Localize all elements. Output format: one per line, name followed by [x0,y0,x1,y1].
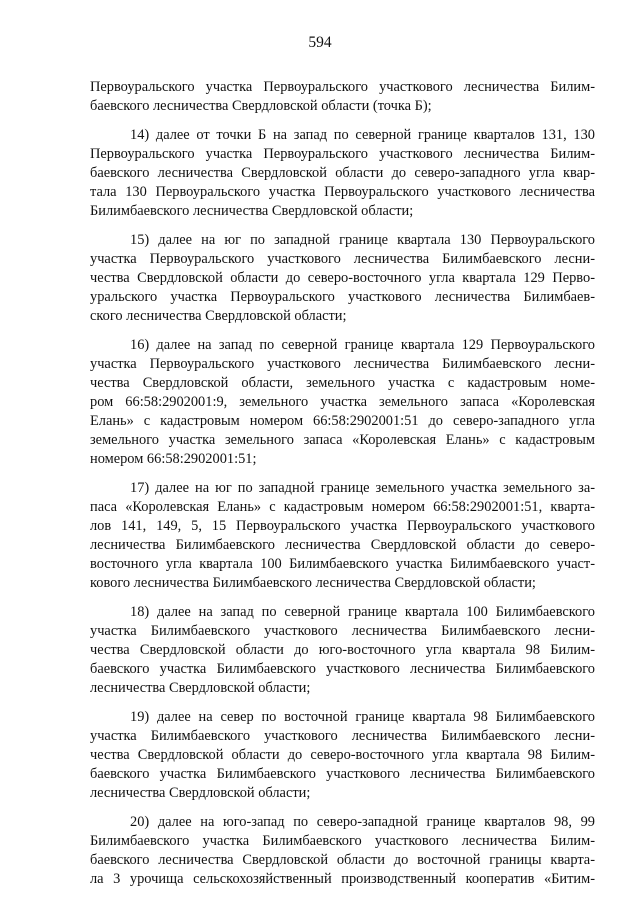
text-line: участка Билимбаевского участкового лесничества Билимбаевского лесни- [90,623,595,639]
text-line: 19) далее на север по восточной границе квартала 98 Билимбаевского [130,709,595,725]
paragraph-14 [90,126,595,221]
text-line: лесничества Билимбаевского лесничества Свердловской области до северо- [90,537,595,553]
text-line: участка Первоуральского участкового лесничества Билимбаевского лесни- [90,251,595,267]
paragraph-18 [90,603,595,698]
text-line: участка Первоуральского участкового лесничества Билимбаевского лесни- [90,356,595,372]
paragraph-19 [90,708,595,803]
text-line: 16) далее на запад по северной границе квартала 129 Первоуральского [130,337,595,353]
text-line: 18) далее на запад по северной границе квартала 100 Билимбаевского [130,604,595,620]
text-line: паса «Королевская Елань» с кадастровым номером 66:58:2902001:51, кварта- [90,499,595,515]
text-line: баевского участка Билимбаевского участкового лесничества Билимбаевского [90,661,595,677]
text-line: баевского лесничества Свердловской области до северо-западного угла квар- [90,165,595,181]
text-line: лесничества Свердловской области; [90,680,311,696]
text-line: баевского лесничества Свердловской области (точка Б); [90,98,432,114]
text-line: тала 130 Первоуральского участка Первоуральского участкового лесничества [90,184,595,200]
paragraph-15 [90,231,595,326]
text-line: уральского участка Первоуральского участкового лесничества Билимбаев- [90,289,595,305]
text-line: Первоуральского участка Первоуральского участкового лесничества Билим- [90,146,595,162]
text-line: восточного угла квартала 100 Билимбаевского участка Билимбаевского участ- [90,556,595,572]
text-line: участка Билимбаевского участкового лесничества Билимбаевского лесни- [90,728,595,744]
text-line: баевского лесничества Свердловской области до восточной границы кварта- [90,852,595,868]
document-body [90,78,595,899]
text-line: чества Свердловской области до северо-восточного угла квартала 129 Перво- [90,270,595,286]
text-line: лов 141, 149, 5, 15 Первоуральского участка Первоуральского участкового [90,518,595,534]
text-line: чества Свердловской области, земельного участка с кадастровым номе- [90,375,595,391]
text-line: чества Свердловской области до юго-восточного угла квартала 98 Билим- [90,642,595,658]
text-line: 15) далее на юг по западной границе квартала 130 Первоуральского [130,232,595,248]
page-number: 594 [308,34,332,51]
paragraph-16 [90,336,595,469]
text-line: 14) далее от точки Б на запад по северной границе кварталов 131, 130 [130,127,595,143]
text-line: лесничества Свердловской области; [90,785,311,801]
text-line: кового лесничества Билимбаевского лесничества Свердловской области; [90,575,536,591]
text-line: Первоуральского участка Первоуральского участкового лесничества Билим- [90,79,595,95]
text-line: земельного участка земельного запаса «Королевская Елань» с кадастровым [90,432,595,448]
text-line: ла 3 урочища сельскохозяйственный производственный кооператив «Битим- [90,871,595,887]
paragraph-17 [90,479,595,593]
paragraph-continuation [90,78,595,116]
text-line: чества Свердловской области до северо-восточного угла квартала 98 Билим- [90,747,595,763]
text-line: баевского участка Билимбаевского участкового лесничества Билимбаевского [90,766,595,782]
text-line: Билимбаевского участка Билимбаевского участкового лесничества Билим- [90,833,595,849]
text-line: ского лесничества Свердловской области; [90,308,347,324]
text-line: 20) далее на юго-запад по северо-западной границе кварталов 98, 99 [130,814,595,830]
text-line: Билимбаевского лесничества Свердловской области; [90,203,414,219]
text-line: номером 66:58:2902001:51; [90,451,257,467]
text-line: ром 66:58:2902001:9, земельного участка земельного запаса «Королевская [90,394,595,410]
text-line: Елань» с кадастровым номером 66:58:2902001:51 до северо-западного угла [90,413,595,429]
text-line: 17) далее на юг по западной границе земельного участка земельного за- [130,480,595,496]
paragraph-20 [90,813,595,889]
